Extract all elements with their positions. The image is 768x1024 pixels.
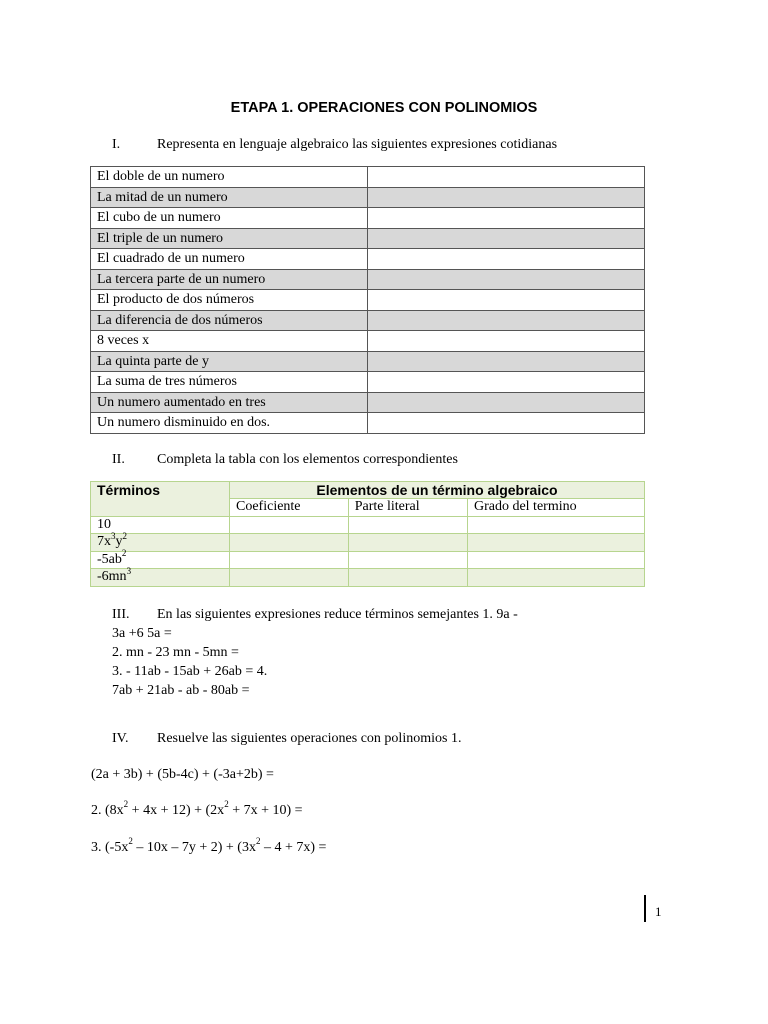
section-4-number: IV. [112, 731, 129, 746]
table-row [91, 249, 645, 270]
expression-cell: 8 veces x [91, 331, 368, 352]
answer-cell[interactable] [348, 569, 467, 587]
table-row [91, 569, 645, 587]
answer-cell[interactable] [368, 392, 645, 413]
table-row [91, 534, 645, 552]
section-4-heading [112, 731, 461, 747]
answer-cell[interactable] [467, 534, 644, 552]
table-row [91, 167, 645, 188]
answer-cell[interactable] [467, 516, 644, 534]
expression-cell: Un numero aumentado en tres [91, 392, 368, 413]
table-row [91, 413, 645, 434]
answer-cell[interactable] [368, 372, 645, 393]
expression-cell: El triple de un numero [91, 228, 368, 249]
section-3-heading [112, 607, 518, 623]
term-cell: $-6mn^3$ [91, 569, 230, 587]
expression-cell: Un numero disminuido en dos. [91, 413, 368, 434]
answer-cell[interactable] [230, 534, 349, 552]
operation-3: 3. $(-5x^2 - 10x - 7y + 2) + (3x^2 - 4 + 7x)$ = [91, 836, 327, 855]
section-4-text: Resuelve las siguientes operaciones con polinomios 1. [157, 731, 462, 746]
table-row [91, 187, 645, 208]
expression-cell: La suma de tres números [91, 372, 368, 393]
table-header-row [91, 482, 645, 499]
answer-cell[interactable] [348, 534, 467, 552]
page-number: 1 [655, 904, 662, 919]
table-row [91, 290, 645, 311]
operation-2: 2. $(8x^2 + 4x + 12) + (2x^2 + 7x + 10)$ = [91, 799, 303, 818]
answer-cell[interactable] [348, 516, 467, 534]
answer-cell[interactable] [368, 413, 645, 434]
answer-cell[interactable] [368, 187, 645, 208]
answer-cell[interactable] [230, 516, 349, 534]
answer-cell[interactable] [467, 569, 644, 587]
section-3-number: III. [112, 607, 130, 622]
grado-header: Grado del termino [467, 499, 644, 517]
exercise-line: 7ab + 21ab - ab - 80ab = [112, 683, 250, 698]
coeficiente-header: Coeficiente [230, 499, 349, 517]
term-cell: 10 [91, 516, 230, 534]
section-1-text: Representa en lenguaje algebraico las siguientes expresiones cotidianas [157, 137, 558, 152]
table-row [91, 228, 645, 249]
table-row [91, 310, 645, 331]
parte-literal-header: Parte literal [348, 499, 467, 517]
table-row [91, 208, 645, 229]
term-cell: $7x^3y^2$ [91, 534, 230, 552]
section-2-heading [112, 452, 458, 468]
answer-cell[interactable] [348, 551, 467, 569]
answer-cell[interactable] [368, 167, 645, 188]
elements-header: Elementos de un término algebraico [230, 482, 645, 499]
terms-table [90, 481, 645, 587]
answer-cell[interactable] [368, 310, 645, 331]
answer-cell[interactable] [368, 351, 645, 372]
expression-cell: El doble de un numero [91, 167, 368, 188]
expression-cell: El producto de dos números [91, 290, 368, 311]
section-2-number: II. [112, 452, 125, 467]
expression-cell: La quinta parte de y [91, 351, 368, 372]
exercise-line: 2. mn - 23 mn - 5mn = [112, 645, 239, 660]
table-row [91, 269, 645, 290]
section-1-number: I. [112, 137, 121, 152]
answer-cell[interactable] [368, 290, 645, 311]
expression-cell: La mitad de un numero [91, 187, 368, 208]
answer-cell[interactable] [368, 249, 645, 270]
table-row [91, 551, 645, 569]
table-row [91, 351, 645, 372]
expression-cell: El cubo de un numero [91, 208, 368, 229]
section-2-text: Completa la tabla con los elementos correspondientes [157, 452, 458, 467]
exercise-line: 3. - 11ab - 15ab + 26ab = 4. [112, 664, 268, 679]
term-cell: $-5ab^2$ [91, 551, 230, 569]
answer-cell[interactable] [368, 208, 645, 229]
table-row [91, 331, 645, 352]
exercise-line: 3a +6 5a = [112, 626, 172, 641]
section-3-text: En las siguientes expresiones reduce términos semejantes 1. 9a - [157, 607, 518, 622]
answer-cell[interactable] [368, 269, 645, 290]
answer-cell[interactable] [368, 228, 645, 249]
expression-cell: La diferencia de dos números [91, 310, 368, 331]
table-row [91, 516, 645, 534]
page-number-bar [644, 895, 646, 922]
answer-cell[interactable] [230, 551, 349, 569]
terms-header: Términos [91, 482, 230, 517]
expression-cell: La tercera parte de un numero [91, 269, 368, 290]
expression-cell: El cuadrado de un numero [91, 249, 368, 270]
operation-1: (2a + 3b) + (5b-4c) + (-3a+2b) = [91, 767, 274, 782]
answer-cell[interactable] [368, 331, 645, 352]
expressions-table [90, 166, 645, 434]
answer-cell[interactable] [230, 569, 349, 587]
table-row [91, 372, 645, 393]
answer-cell[interactable] [467, 551, 644, 569]
table-row [91, 392, 645, 413]
section-1-heading [112, 137, 557, 153]
page-title: ETAPA 1. OPERACIONES CON POLINOMIOS [230, 100, 538, 116]
